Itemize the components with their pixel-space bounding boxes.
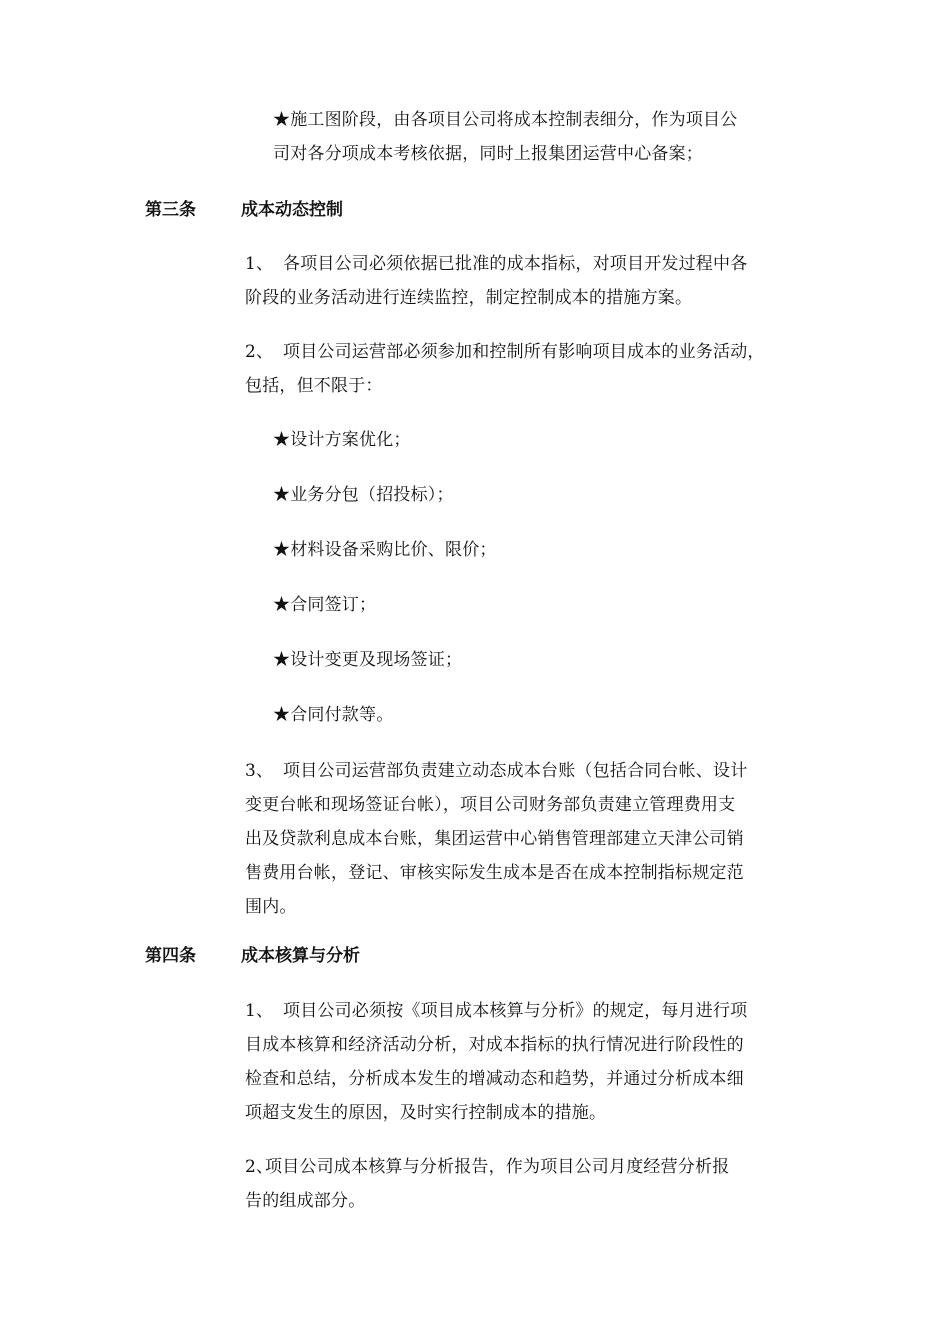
construction-phase-paragraph	[273, 103, 737, 171]
item-number: 2、	[245, 1157, 274, 1177]
article-3-item-3	[245, 754, 747, 924]
paragraph-line: 围内。	[245, 897, 297, 917]
paragraph-line: 目成本核算和经济活动分析，对成本指标的执行情况进行阶段性的	[245, 1035, 744, 1055]
paragraph-line: ★施工图阶段，由各项目公司将成本控制表细分，作为项目公	[273, 110, 738, 130]
paragraph-line: 司对各分项成本考核依据，同时上报集团运营中心备案；	[273, 144, 703, 164]
item-number: 1、	[245, 254, 274, 274]
article-3-heading	[145, 196, 545, 224]
item-number: 3、	[245, 761, 274, 781]
article-4-heading	[145, 942, 545, 970]
paragraph-line: 售费用台帐，登记、审核实际发生成本是否在成本控制指标规定范	[245, 863, 744, 883]
paragraph-line: 项目公司成本核算与分析报告，作为项目公司月度经营分析报	[265, 1157, 730, 1177]
paragraph-line: 项目公司运营部负责建立动态成本台账（包括合同台帐、设计	[283, 761, 748, 781]
bullet-item: ★合同付款等。	[273, 705, 394, 725]
item-number: 2、	[245, 342, 274, 362]
bullet-item: ★业务分包（招投标）；	[273, 485, 454, 505]
paragraph-line: 项目公司运营部必须参加和控制所有影响项目成本的业务活动，	[283, 342, 765, 362]
article-title: 成本核算与分析	[241, 946, 360, 966]
paragraph-line: 包括，但不限于：	[245, 376, 383, 396]
paragraph-line: 变更台帐和现场签证台帐），项目公司财务部负责建立管理费用支	[245, 795, 736, 815]
article-3-item-2	[245, 335, 765, 403]
item-number: 1、	[245, 1001, 274, 1021]
bullet-item: ★设计变更及现场签证；	[273, 650, 463, 670]
paragraph-line: 项超支发生的原因，及时实行控制成本的措施。	[245, 1103, 607, 1123]
article-3-item-1	[245, 247, 747, 315]
paragraph-line: 检查和总结，分析成本发生的增减动态和趋势，并通过分析成本细	[245, 1069, 744, 1089]
paragraph-line: 项目公司必须按《项目成本核算与分析》的规定，每月进行项	[283, 1001, 748, 1021]
article-4-item-2	[245, 1150, 729, 1218]
paragraph-line: 阶段的业务活动进行连续监控，制定控制成本的措施方案。	[245, 288, 693, 308]
paragraph-line: 告的组成部分。	[245, 1191, 366, 1211]
bullet-item: ★设计方案优化；	[273, 430, 411, 450]
paragraph-line: 各项目公司必须依据已批准的成本指标，对项目开发过程中各	[283, 254, 748, 274]
bullet-item: ★合同签订；	[273, 595, 377, 615]
article-title: 成本动态控制	[241, 200, 343, 220]
article-label: 第四条	[145, 946, 196, 966]
article-label: 第三条	[145, 200, 196, 220]
bullet-item: ★材料设备采购比价、限价；	[273, 540, 497, 560]
article-4-item-1	[245, 994, 747, 1130]
paragraph-line: 出及贷款利息成本台账，集团运营中心销售管理部建立天津公司销	[245, 829, 744, 849]
